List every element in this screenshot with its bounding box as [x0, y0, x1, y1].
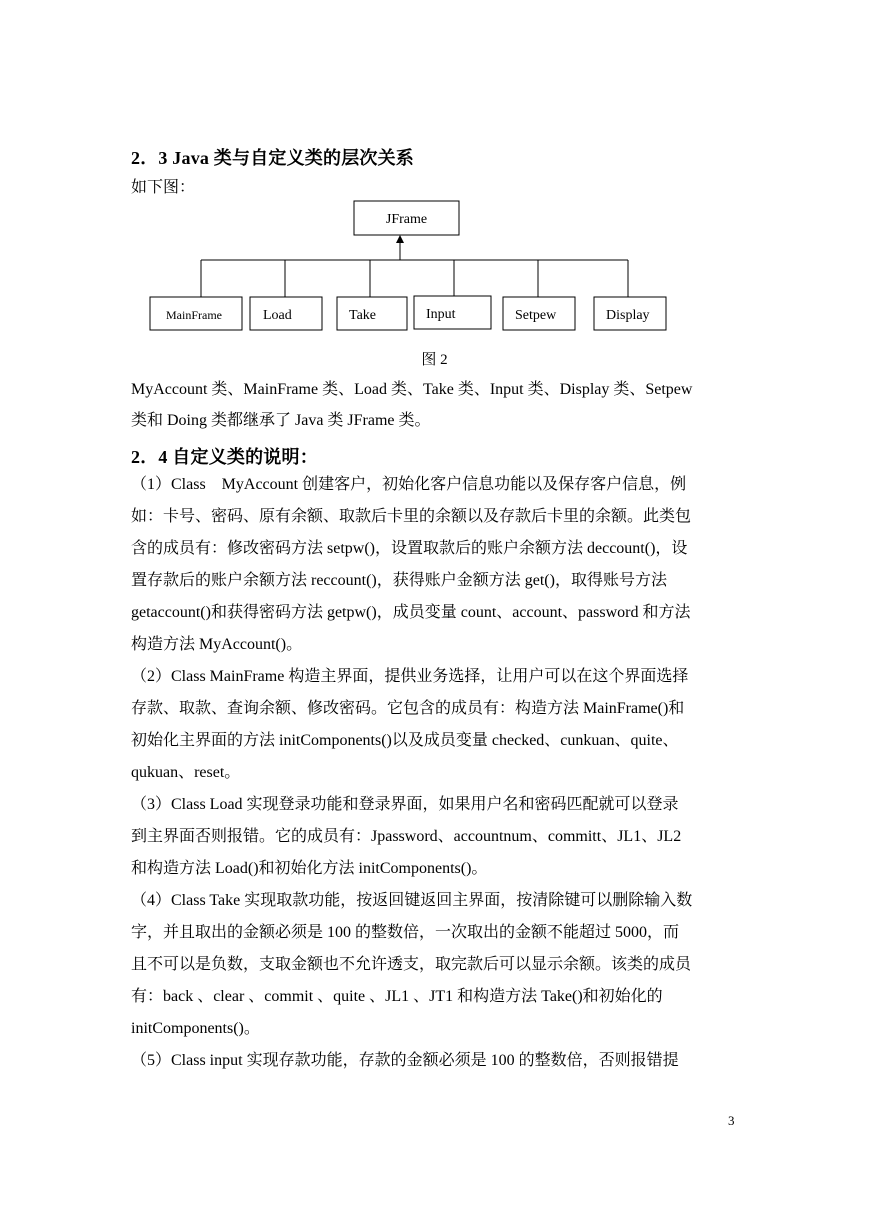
body-line: 且不可以是负数，支取金额也不允许透支，取完款后可以显示余额。该类的成员 [131, 956, 692, 973]
body-line: initComponents()。 [131, 1020, 260, 1037]
body-line: 初始化主界面的方法 initComponents()以及成员变量 checked、cunkuan、quite、 [131, 732, 679, 749]
body-line: 到主界面否则报错。它的成员有：Jpassword、accountnum、committ、JL1、JL2 [131, 828, 682, 845]
load-label: Load [263, 308, 292, 323]
body-line: 字，并且取出的金额必须是 100 的整数倍，一次取出的金额不能超过 5000，而 [131, 924, 680, 941]
body-line: （2）Class MainFrame 构造主界面，提供业务选择，让用户可以在这个界面选择 [131, 668, 689, 685]
body-line: （3）Class Load 实现登录功能和登录界面，如果用户名和密码匹配就可以登录 [131, 796, 679, 813]
figure-caption: 图 2 [421, 352, 448, 368]
body-line: （5）Class input 实现存款功能，存款的金额必须是 100 的整数倍，否则报错提 [131, 1052, 679, 1069]
jframe-label: JFrame [385, 212, 428, 227]
body-line: 和构造方法 Load()和初始化方法 initComponents()。 [131, 860, 488, 877]
body-line: 置存款后的账户余额方法 reccount()，获得账户金额方法 get()，取得账号方法 [131, 572, 667, 589]
body-line: 如：卡号、密码、原有余额、取款后卡里的余额以及存款后卡里的余额。此类包 [131, 508, 692, 525]
body-line: getaccount()和获得密码方法 getpw()，成员变量 count、account、password 和方法 [131, 604, 691, 621]
after-figure-line-1: MyAccount 类、MainFrame 类、Load 类、Take 类、Input 类、Display 类、Setpew [131, 381, 693, 398]
take-label: Take [349, 308, 377, 323]
section-heading-2-3: 2．3 Java 类与自定义类的层次关系 [131, 148, 414, 168]
display-label: Display [606, 308, 650, 323]
after-figure-line-2: 类和 Doing 类都继承了 Java 类 JFrame 类。 [131, 412, 431, 429]
intro-text: 如下图： [131, 179, 196, 196]
body-line: 存款、取款、查询余额、修改密码。它包含的成员有：构造方法 MainFrame()和 [131, 700, 685, 717]
section-heading-2-4: 2．4 自定义类的说明： [131, 447, 318, 467]
body-line: 构造方法 MyAccount()。 [131, 636, 303, 653]
body-line: 有：back 、clear 、commit 、quite 、JL1 、JT1 和构造方法 Take()和初始化的 [131, 988, 663, 1005]
body-line: （1）Class MyAccount 创建客户，初始化客户信息功能以及保存客户信息，例 [131, 476, 687, 493]
setpew-label: Setpew [515, 308, 557, 323]
input-label: Input [426, 307, 456, 322]
body-line: 含的成员有：修改密码方法 setpw()，设置取款后的账户余额方法 deccount()，设 [131, 540, 688, 557]
page-number: 3 [728, 1113, 735, 1128]
body-line: qukuan、reset。 [131, 764, 241, 781]
inheritance-arrowhead [396, 235, 404, 243]
mainframe-label: MainFrame [166, 308, 222, 322]
body-line: （4）Class Take 实现取款功能，按返回键返回主界面，按清除键可以删除输入数 [131, 892, 693, 909]
